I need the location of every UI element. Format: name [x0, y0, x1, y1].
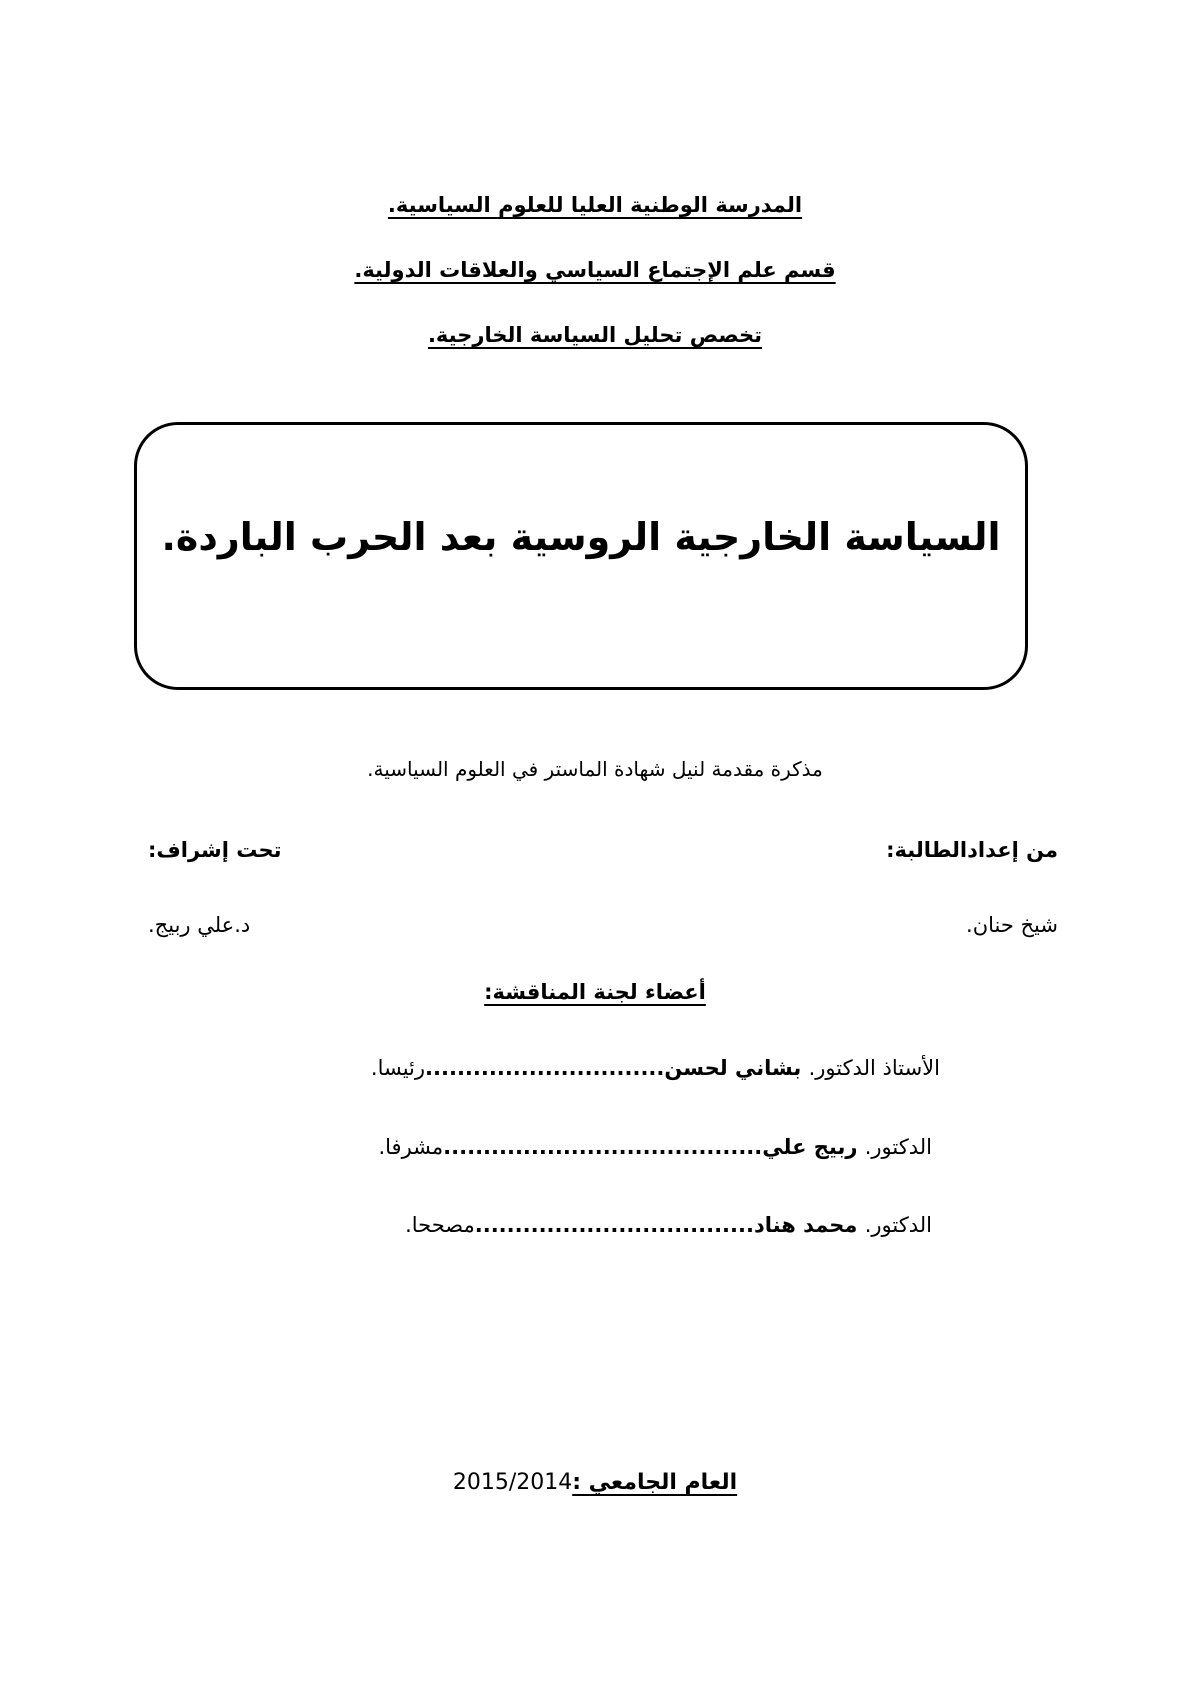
specialty-name: تخصص تحليل السياسة الخارجية.: [427, 323, 763, 347]
supervisor-name: د.علي ربيج.: [148, 913, 251, 937]
member-title: الأستاذ الدكتور.: [808, 1056, 940, 1080]
member-title: الدكتور.: [864, 1213, 932, 1237]
member-role: مصححا.: [405, 1213, 475, 1237]
academic-year-label: العام الجامعي :: [572, 1470, 738, 1495]
member-dots: ..............................: [425, 1056, 665, 1080]
committee-member-supervisor: [378, 1135, 932, 1159]
committee-member-chair: [371, 1056, 940, 1080]
thesis-subtitle: مذكرة مقدمة لنيل شهادة الماستر في العلوم السياسية.: [367, 757, 823, 781]
supervisor-label: تحت إشراف:: [148, 838, 282, 862]
member-name: ربيج علي: [762, 1135, 858, 1159]
academic-year-value: 2015/2014: [452, 1470, 573, 1495]
student-label: من إعدادالطالبة:: [886, 838, 1058, 862]
student-name: شيخ حنان.: [966, 913, 1058, 937]
thesis-title: السياسة الخارجية الروسية بعد الحرب الباردة.: [161, 515, 1001, 559]
member-role: مشرفا.: [378, 1135, 444, 1159]
member-role: رئيسا.: [370, 1056, 426, 1080]
academic-year: [0, 1470, 1190, 1495]
department-name: قسم علم الإجتماع السياسي والعلاقات الدولية.: [354, 258, 836, 282]
committee-member-examiner: [405, 1213, 932, 1237]
member-name: محمد هناد: [753, 1213, 858, 1237]
school-name: المدرسة الوطنية العليا للعلوم السياسية.: [387, 193, 803, 217]
member-title: الدكتور.: [864, 1135, 932, 1159]
member-dots: ........................................: [443, 1135, 763, 1159]
member-name: بشاني لحسن: [664, 1056, 802, 1080]
member-dots: ...................................: [474, 1213, 754, 1237]
committee-heading: أعضاء لجنة المناقشة:: [484, 980, 706, 1004]
thesis-title-box: [134, 422, 1028, 690]
